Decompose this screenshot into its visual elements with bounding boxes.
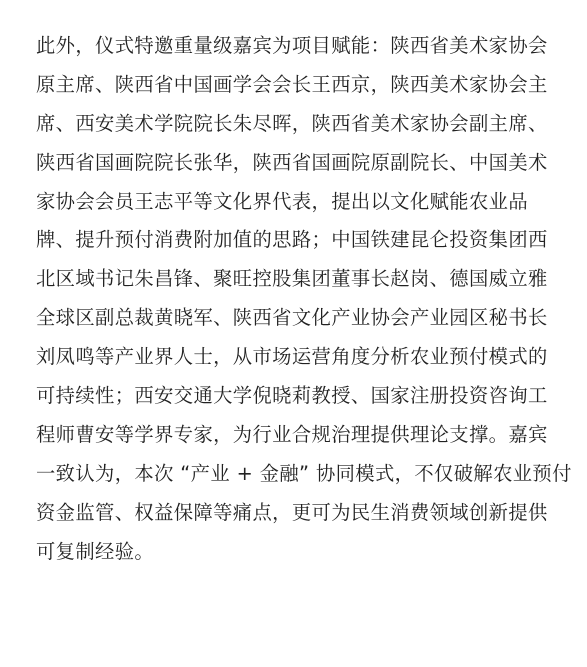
paragraph-line-3: 席、西安美术学院院长朱尽晖，陕西省美术家协会副主席、 — [36, 111, 548, 135]
paragraph-line-14: 可复制经验。 — [36, 539, 155, 563]
paragraph-line-5: 家协会会员王志平等文化界代表，提出以文化赋能农业品 — [36, 189, 529, 213]
paragraph-line-1: 此外，仪式特邀重量级嘉宾为项目赋能：陕西省美术家协会 — [36, 34, 548, 57]
paragraph-line-11: 程师曹安等学界专家，为行业合规治理提供理论支撑。嘉宾 — [36, 422, 548, 446]
paragraph-line-6: 牌、提升预付消费附加值的思路；中国铁建昆仑投资集团西 — [36, 228, 548, 252]
paragraph-line-8: 全球区副总裁黄晓军、陕西省文化产业协会产业园区秘书长 — [36, 306, 548, 330]
paragraph-line-7: 北区域书记朱昌锋、聚旺控股集团董事长赵岗、德国威立雅 — [36, 267, 548, 291]
paragraph-line-12: 一致认为，本次 “产业 + 金融” 协同模式，不仅破解农业预付 — [36, 461, 572, 485]
paragraph-line-4: 陕西省国画院院长张华，陕西省国画院原副院长、中国美术 — [36, 150, 548, 174]
paragraph-line-9: 刘凤鸣等产业界人士，从市场运营角度分析农业预付模式的 — [36, 345, 548, 369]
paragraph-line-13: 资金监管、权益保障等痛点，更可为民生消费领域创新提供 — [36, 500, 548, 524]
paragraph-line-2: 原主席、陕西省中国画学会会长王西京，陕西美术家协会主 — [36, 72, 548, 96]
paragraph-line-10: 可持续性；西安交通大学倪晓莉教授、国家注册投资咨询工 — [36, 384, 548, 408]
